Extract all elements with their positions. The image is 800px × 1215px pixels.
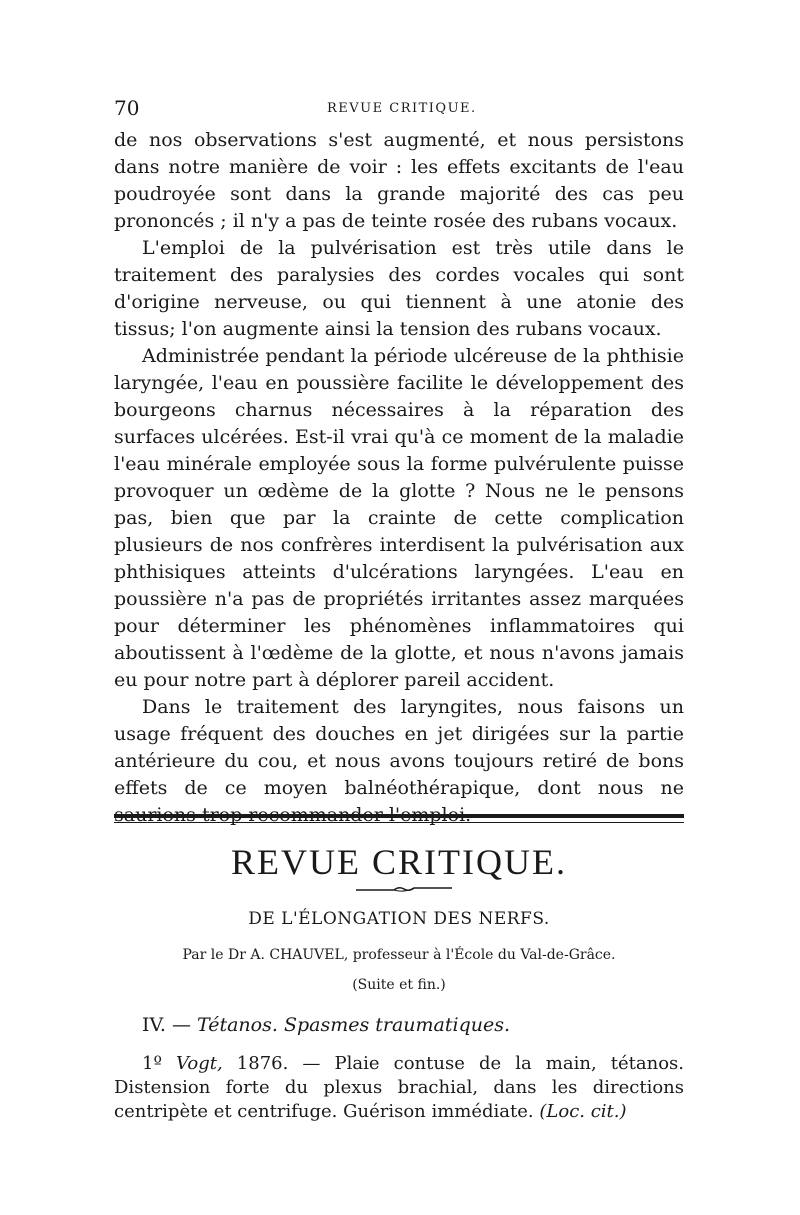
paragraph: L'emploi de la pulvérisation est très utile dans le traitement des paralysies des cordes vocales qui sont d'origine nerveuse, ou qui tiennent à une atonie des tissus; l'on augmente ainsi la tension des rubans vocaux. (114, 237, 684, 340)
case-text: 1876. — Plaie contuse de la main, tétanos. Distension forte du plexus brachial, dans les directions centripète et centrifuge. Guérison immédiate. (114, 1053, 685, 1122)
paragraph: Administrée pendant la période ulcéreuse de la phthisie laryngée, l'eau en poussière facilite le développement des bourgeons charnus nécessaires à la réparation des surfaces ulcérées. Est-il vrai qu'à ce moment de la maladie l'eau minérale employée sous la forme pulvérulente puisse provoquer un œdème de la glotte ? Nous ne le pensons pas, bien que par la crainte de cette complication plusieurs de nos confrères interdisent la pulvérisation aux phthisiques atteints d'ulcérations laryngées. L'eau en poussière n'a pas de propriétés irritantes assez marquées pour déterminer les phénomènes inflammatoires qui aboutissent à l'œdème de la glotte, et nous n'avons jamais eu pour notre part à déplorer pareil accident. (114, 345, 684, 691)
divider-thin-rule (114, 822, 684, 823)
case-author: Vogt, (176, 1053, 223, 1074)
divider-thick-rule (114, 814, 684, 818)
paragraph: de nos observations s'est augmenté, et nous persistons dans notre manière de voir : les effets excitants de l'eau poudroyée sont dans la grande majorité des cas peu prononcés ; il n'y a pas de teinte rosée des rubans vocaux. (114, 129, 684, 232)
page-number: 70 (114, 96, 140, 120)
case-citation: (Loc. cit.) (539, 1101, 627, 1122)
article-title: DE L'ÉLONGATION DES NERFS. (248, 909, 550, 929)
author-line: Par le Dr A. CHAUVEL, professeur à l'École du Val-de-Grâce. (182, 947, 616, 963)
running-head (114, 96, 684, 120)
running-head-title: REVUE CRITIQUE. (327, 101, 477, 116)
subsection-heading (114, 1012, 684, 1039)
paragraph: Dans le traitement des laryngites, nous faisons un usage fréquent des douches en jet dirigées sur la partie antérieure du cou, et nous avons toujours retiré de bons effets de ce moyen balnéothérapique, dont nous ne (114, 696, 684, 799)
case-number: 1º (142, 1053, 162, 1074)
body-text (114, 127, 684, 829)
case-entry (114, 1052, 684, 1124)
subsection-number: IV. — (142, 1014, 191, 1036)
ornament-flourish-icon (354, 884, 454, 894)
section-title: REVUE CRITIQUE. (231, 842, 567, 882)
section-divider (114, 814, 684, 826)
continuation-note: (Suite et fin.) (352, 977, 446, 993)
subsection-title: Tétanos. Spasmes traumatiques. (197, 1014, 511, 1036)
